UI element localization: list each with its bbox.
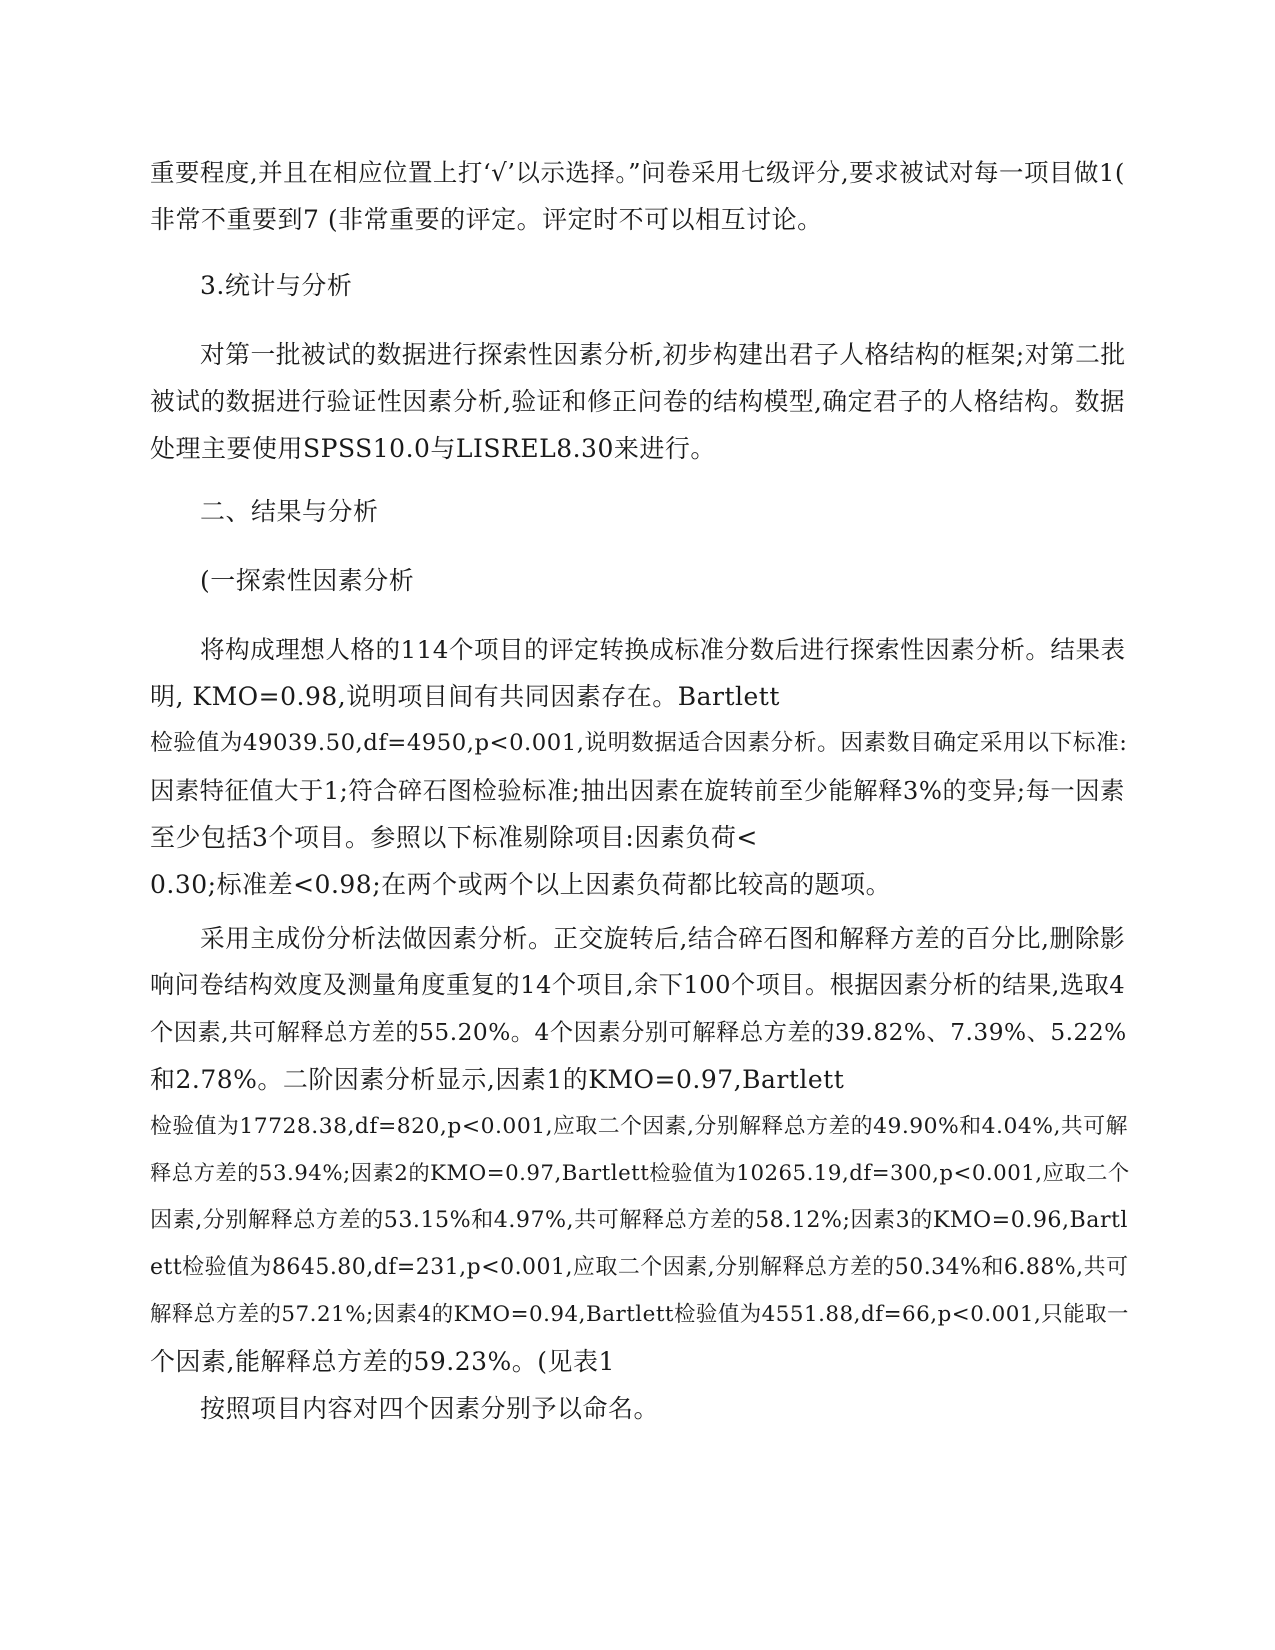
text-line: 将构成理想人格的114个项目的评定转换成标准分数后进行探索性因素分析。结果表 (200, 635, 1126, 664)
text-line: 采用主成份分析法做因素分析。正交旋转后,结合碎石图和解释方差的百分比,删除影 (200, 924, 1126, 953)
text-line: 释总方差的53.94%;因素2的KMO=0.97,Bartlett检验值为10265.19,df=300,p<0.001,应取二个 (150, 1161, 1130, 1186)
heading-text: 二、结果与分析 (200, 497, 379, 526)
text-line: 个因素,共可解释总方差的55.20%。4个因素分别可解释总方差的39.82%、7.39%、5.22% (150, 1019, 1127, 1046)
paragraph-continuation (150, 149, 1130, 243)
text-line: 明, KMO=0.98,说明项目间有共同因素存在。Bartlett (150, 682, 780, 711)
text-line: 和2.78%。二阶因素分析显示,因素1的KMO=0.97,Bartlett (150, 1065, 845, 1094)
text-line: 个因素,能解释总方差的59.23%。(见表1 (150, 1347, 615, 1376)
text-line: 重要程度,并且在相应位置上打‘√’以示选择。”问卷采用七级评分,要求被试对每一项目做1( (150, 158, 1125, 187)
subsection-heading-efa (150, 557, 1130, 604)
text-line: 被试的数据进行验证性因素分析,验证和修正问卷的结构模型,确定君子的人格结构。数据 (150, 387, 1126, 416)
paragraph-kmo-results (150, 626, 1130, 908)
text-line: 检验值为17728.38,df=820,p<0.001,应取二个因素,分别解释总方差的49.90%和4.04%,共可解 (150, 1114, 1128, 1139)
text-line: 因素特征值大于1;符合碎石图检验标准;抽出因素在旋转前至少能解释3%的变异;每一因素 (150, 776, 1125, 805)
text-line: 响问卷结构效度及测量角度重复的14个项目,余下100个项目。根据因素分析的结果,选取4 (150, 971, 1126, 999)
section-heading-results (150, 488, 1130, 535)
text-line: 因素,分别解释总方差的53.15%和4.97%,共可解释总方差的58.12%;因素3的KMO=0.96,Bartl (150, 1207, 1129, 1233)
section-heading-statistics (150, 262, 1130, 309)
paragraph-factor-analysis (150, 915, 1130, 1385)
heading-text: (一探索性因素分析 (200, 566, 415, 595)
text-line: 按照项目内容对四个因素分别予以命名。 (200, 1394, 660, 1423)
text-line: 非常不重要到7 (非常重要的评定。评定时不可以相互讨论。 (150, 205, 823, 234)
text-line: ett检验值为8645.80,df=231,p<0.001,应取二个因素,分别解释总方差的50.34%和6.88%,共可 (150, 1255, 1129, 1280)
text-line: 至少包括3个项目。参照以下标准剔除项目:因素负荷< (150, 823, 758, 852)
heading-text: 3.统计与分析 (200, 271, 353, 300)
text-line: 解释总方差的57.21%;因素4的KMO=0.94,Bartlett检验值为4551.88,df=66,p<0.001,只能取一 (150, 1302, 1129, 1327)
text-line: 处理主要使用SPSS10.0与LISREL8.30来进行。 (150, 434, 716, 463)
text-line: 0.30;标准差<0.98;在两个或两个以上因素负荷都比较高的题项。 (150, 870, 892, 899)
text-line: 对第一批被试的数据进行探索性因素分析,初步构建出君子人格结构的框架;对第二批 (200, 340, 1126, 369)
paragraph-naming (150, 1385, 1130, 1432)
text-line: 检验值为49039.50,df=4950,p<0.001,说明数据适合因素分析。因素数目确定采用以下标准: (150, 730, 1128, 756)
paragraph-analysis-method (150, 331, 1130, 472)
